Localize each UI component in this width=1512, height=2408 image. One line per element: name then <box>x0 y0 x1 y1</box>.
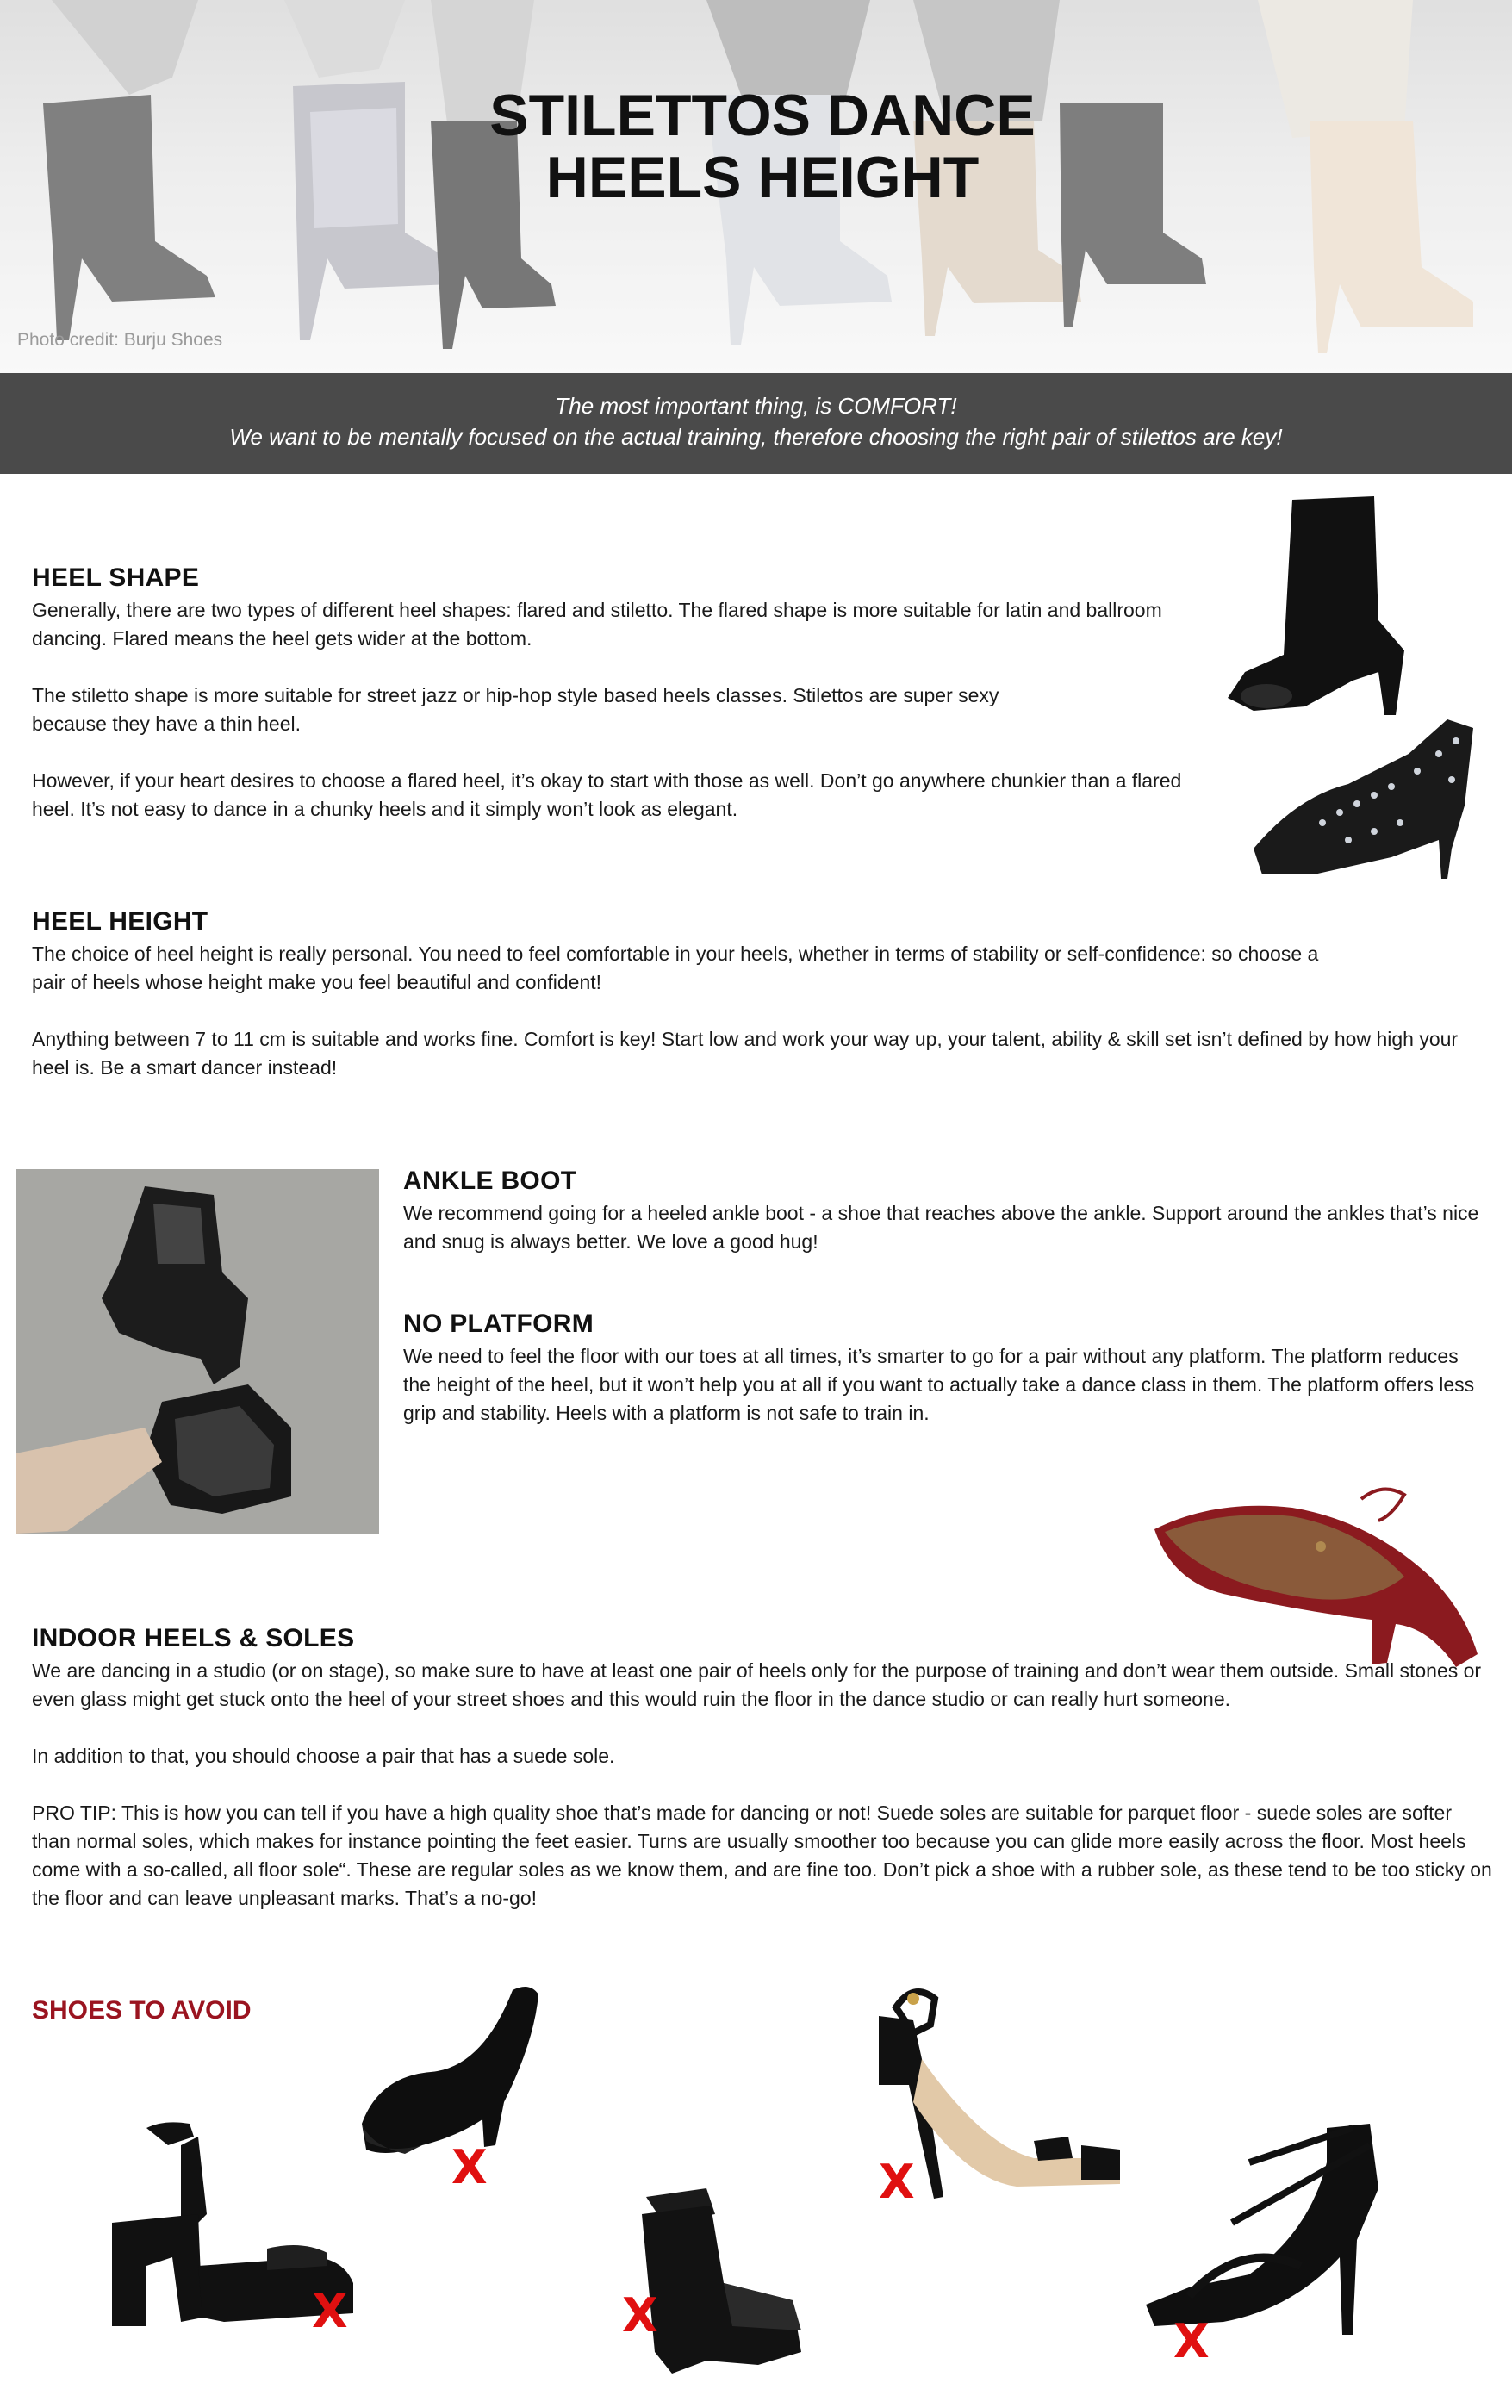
wedge-sandal-image <box>629 2180 810 2378</box>
lace-up-mesh-boots-photo <box>16 1169 379 1534</box>
banner-line-1: The most important thing, is COMFORT! <box>555 393 957 419</box>
svg-text:X: X <box>622 2292 658 2336</box>
heel-height-heading: HEEL HEIGHT <box>32 907 208 936</box>
heel-shape-paragraph: Generally, there are two types of different heel shapes: flared and stiletto. The flared shape is more suitable for latin and ballroom dancing. Flared means the heel gets wider at the bottom. <box>32 599 1162 650</box>
rhinestone-latin-sandal-image <box>1245 702 1490 892</box>
photo-credit: Photo credit: Burju Shoes <box>17 330 223 350</box>
comfort-banner <box>0 373 1512 474</box>
strappy-stiletto-sandal-image <box>1137 2111 1387 2343</box>
svg-text:X: X <box>312 2287 348 2332</box>
black-ankle-boot-image <box>1202 491 1469 724</box>
indoor-heels-heading: INDOOR HEELS & SOLES <box>32 1624 355 1652</box>
indoor-heels-paragraph: PRO TIP: This is how you can tell if you have a high quality shoe that’s made for dancing or not! Suede soles are suitable for parquet floor - suede soles are softer than normal soles, which makes for instance pointing the feet easier. Turns are usually smoother too because you can glide more easily across the floor. Most heels come with a so-called, all floor sole“. These are regular soles as we know them, and are fine too. Don’t pick a shoe with a rubber sole, as these tend to be too sticky on the floor and can leave unpleasant marks. That’s a no-go! <box>32 1801 1492 1909</box>
no-platform-paragraph: We need to feel the floor with our toes at all times, it’s smarter to go for a pair without any platform. The platform reduces the height of the heel, but it won’t help you at all if you want to actually take a dance class in them. The platform offers less grip and stability. Heels with a platform is not safe to train in. <box>403 1345 1475 1424</box>
page-title <box>0 83 1512 210</box>
ankle-boot-heading: ANKLE BOOT <box>403 1167 577 1195</box>
indoor-heels-paragraph: We are dancing in a studio (or on stage), so make sure to have at least one pair of heels only for the purpose of training and don’t wear them outside. Small stones or even glass might get stuck onto the heel of your street shoes and this would ruin the floor in the dance studio or can really hurt someone. <box>32 1659 1482 1710</box>
no-platform-text <box>403 1342 1484 1428</box>
heel-height-text <box>32 940 1479 1082</box>
hero-banner <box>0 0 1512 373</box>
ankle-boot-paragraph: We recommend going for a heeled ankle boot - a shoe that reaches above the ankle. Support around the ankles that’s nice and snug is always better. We love a good hug! <box>403 1202 1479 1253</box>
x-mark-icon <box>1172 2318 1210 2362</box>
heel-shape-paragraph: However, if your heart desires to choose a flared heel, it’s okay to start with those as well. Don’t go anywhere chunkier than a flared heel. It’s not easy to dance in a chunky heels and it simply won’t look as elegant. <box>32 769 1182 820</box>
page-title-line-1: STILETTOS DANCE <box>489 83 1036 148</box>
indoor-heels-text <box>32 1657 1492 1913</box>
x-mark-icon <box>310 2287 348 2332</box>
heel-shape-heading: HEEL SHAPE <box>32 563 200 592</box>
x-mark-icon <box>450 2144 488 2188</box>
page-title-line-2: HEELS HEIGHT <box>545 145 980 210</box>
svg-text:X: X <box>879 2158 915 2203</box>
suede-sole-shoe-image <box>1146 1482 1486 1680</box>
ankle-boot-text <box>403 1199 1484 1256</box>
no-platform-heading: NO PLATFORM <box>403 1310 594 1338</box>
heel-height-paragraph: Anything between 7 to 11 cm is suitable and works fine. Comfort is key! Start low and work your way up, your talent, ability & skill set isn’t defined by how high your heel is. Be a smart dancer instead! <box>32 1028 1459 1079</box>
svg-text:X: X <box>1173 2318 1210 2362</box>
heel-shape-paragraph: The stiletto shape is more suitable for street jazz or hip-hop style based heels classes. Stilettos are super sexy because they have a thin heel. <box>32 684 999 735</box>
heel-height-paragraph: The choice of heel height is really personal. You need to feel comfortable in your heels, whether in terms of stability or self-confidence: so choose a pair of heels whose height make you feel beautiful and confident! <box>32 943 1319 993</box>
banner-line-2: We want to be mentally focused on the actual training, therefore choosing the right pair of stilettos are key! <box>229 424 1283 450</box>
indoor-heels-paragraph: In addition to that, you should choose a pair that has a suede sole. <box>32 1745 615 1767</box>
x-mark-icon <box>877 2158 915 2203</box>
shoes-to-avoid-heading: SHOES TO AVOID <box>32 1996 252 2025</box>
heel-shape-text <box>32 596 1216 824</box>
svg-text:X: X <box>451 2144 488 2188</box>
x-mark-icon <box>620 2292 658 2336</box>
